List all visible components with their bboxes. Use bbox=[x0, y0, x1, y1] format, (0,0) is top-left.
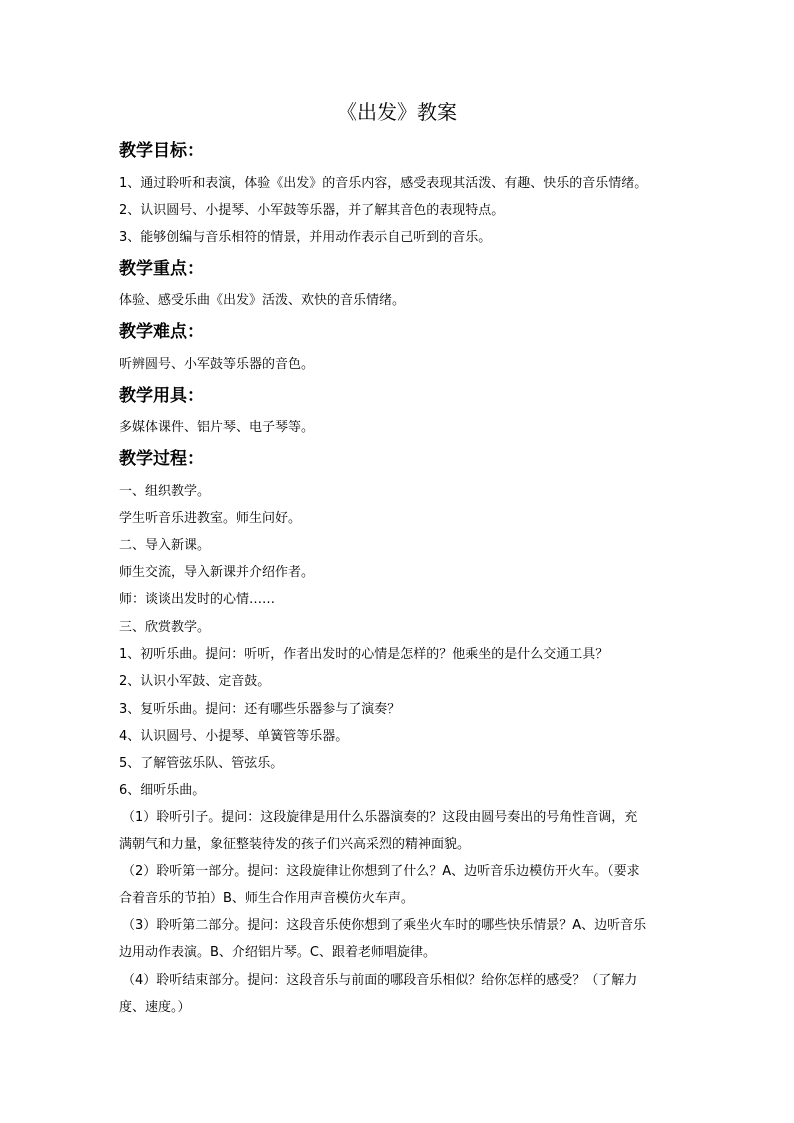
objectives-heading: 教学目标： bbox=[119, 141, 204, 161]
process-line: 6、细听乐曲。 bbox=[119, 783, 206, 798]
process-line: 二、导入新课。 bbox=[119, 538, 211, 553]
document-title: 《出发》教案 bbox=[337, 100, 457, 124]
process-line: 师生交流，导入新课并介绍作者。 bbox=[119, 565, 315, 580]
objective-item-3: 3、能够创编与音乐相符的情景，并用动作表示自己听到的音乐。 bbox=[119, 230, 492, 245]
process-line: 3、复听乐曲。提问：还有哪些乐器参与了演奏？ bbox=[119, 702, 401, 717]
process-line: （2）聆听第一部分。提问：这段旋律让你想到了什么？A、边听音乐边模仿开火车。（要求 bbox=[122, 864, 640, 879]
process-heading: 教学过程： bbox=[119, 449, 204, 469]
process-line: 度、速度。） bbox=[119, 1000, 191, 1015]
tools-text: 多媒体课件、铝片琴、电子琴等。 bbox=[119, 420, 315, 435]
key-points-text: 体验、感受乐曲《出发》活泼、欢快的音乐情绪。 bbox=[119, 293, 406, 308]
process-line: （3）聆听第二部分。提问：这段音乐使你想到了乘坐火车时的哪些快乐情景？A、边听音乐 bbox=[122, 918, 647, 933]
objective-item-2: 2、认识圆号、小提琴、小军鼓等乐器，并了解其音色的表现特点。 bbox=[119, 203, 505, 218]
process-line: （1）聆听引子。提问：这段旋律是用什么乐器演奏的？这段由圆号奏出的号角性音调，充 bbox=[122, 810, 638, 825]
process-line: 1、初听乐曲。提问：听听，作者出发时的心情是怎样的？他乘坐的是什么交通工具？ bbox=[119, 647, 609, 662]
process-line: 师：谈谈出发时的心情…… bbox=[119, 592, 276, 607]
process-line: 一、组织教学。 bbox=[119, 484, 211, 499]
process-line: 三、欣赏教学。 bbox=[119, 620, 211, 635]
process-line: （4）聆听结束部分。提问：这段音乐与前面的哪段音乐相似？给你怎样的感受？（了解力 bbox=[122, 973, 638, 988]
process-line: 满朝气和力量，象征整装待发的孩子们兴高采烈的精神面貌。 bbox=[119, 837, 471, 852]
process-line: 边用动作表演。B、介绍铝片琴。C、跟着老师唱旋律。 bbox=[119, 945, 436, 960]
process-line: 5、了解管弦乐队、管弦乐。 bbox=[119, 756, 284, 771]
tools-heading: 教学用具： bbox=[119, 386, 204, 406]
difficulties-heading: 教学难点： bbox=[119, 322, 204, 342]
process-line: 2、认识小军鼓、定音鼓。 bbox=[119, 674, 271, 689]
process-line: 学生听音乐进教室。师生问好。 bbox=[119, 511, 302, 526]
process-line: 4、认识圆号、小提琴、单簧管等乐器。 bbox=[119, 729, 349, 744]
difficulties-text: 听辨圆号、小军鼓等乐器的音色。 bbox=[119, 357, 315, 372]
key-points-heading: 教学重点： bbox=[119, 259, 204, 279]
process-line: 合着音乐的节拍）B、师生合作用声音模仿火车声。 bbox=[119, 891, 414, 906]
objective-item-1: 1、通过聆听和表演，体验《出发》的音乐内容，感受表现其活泼、有趣、快乐的音乐情绪。 bbox=[119, 176, 648, 191]
